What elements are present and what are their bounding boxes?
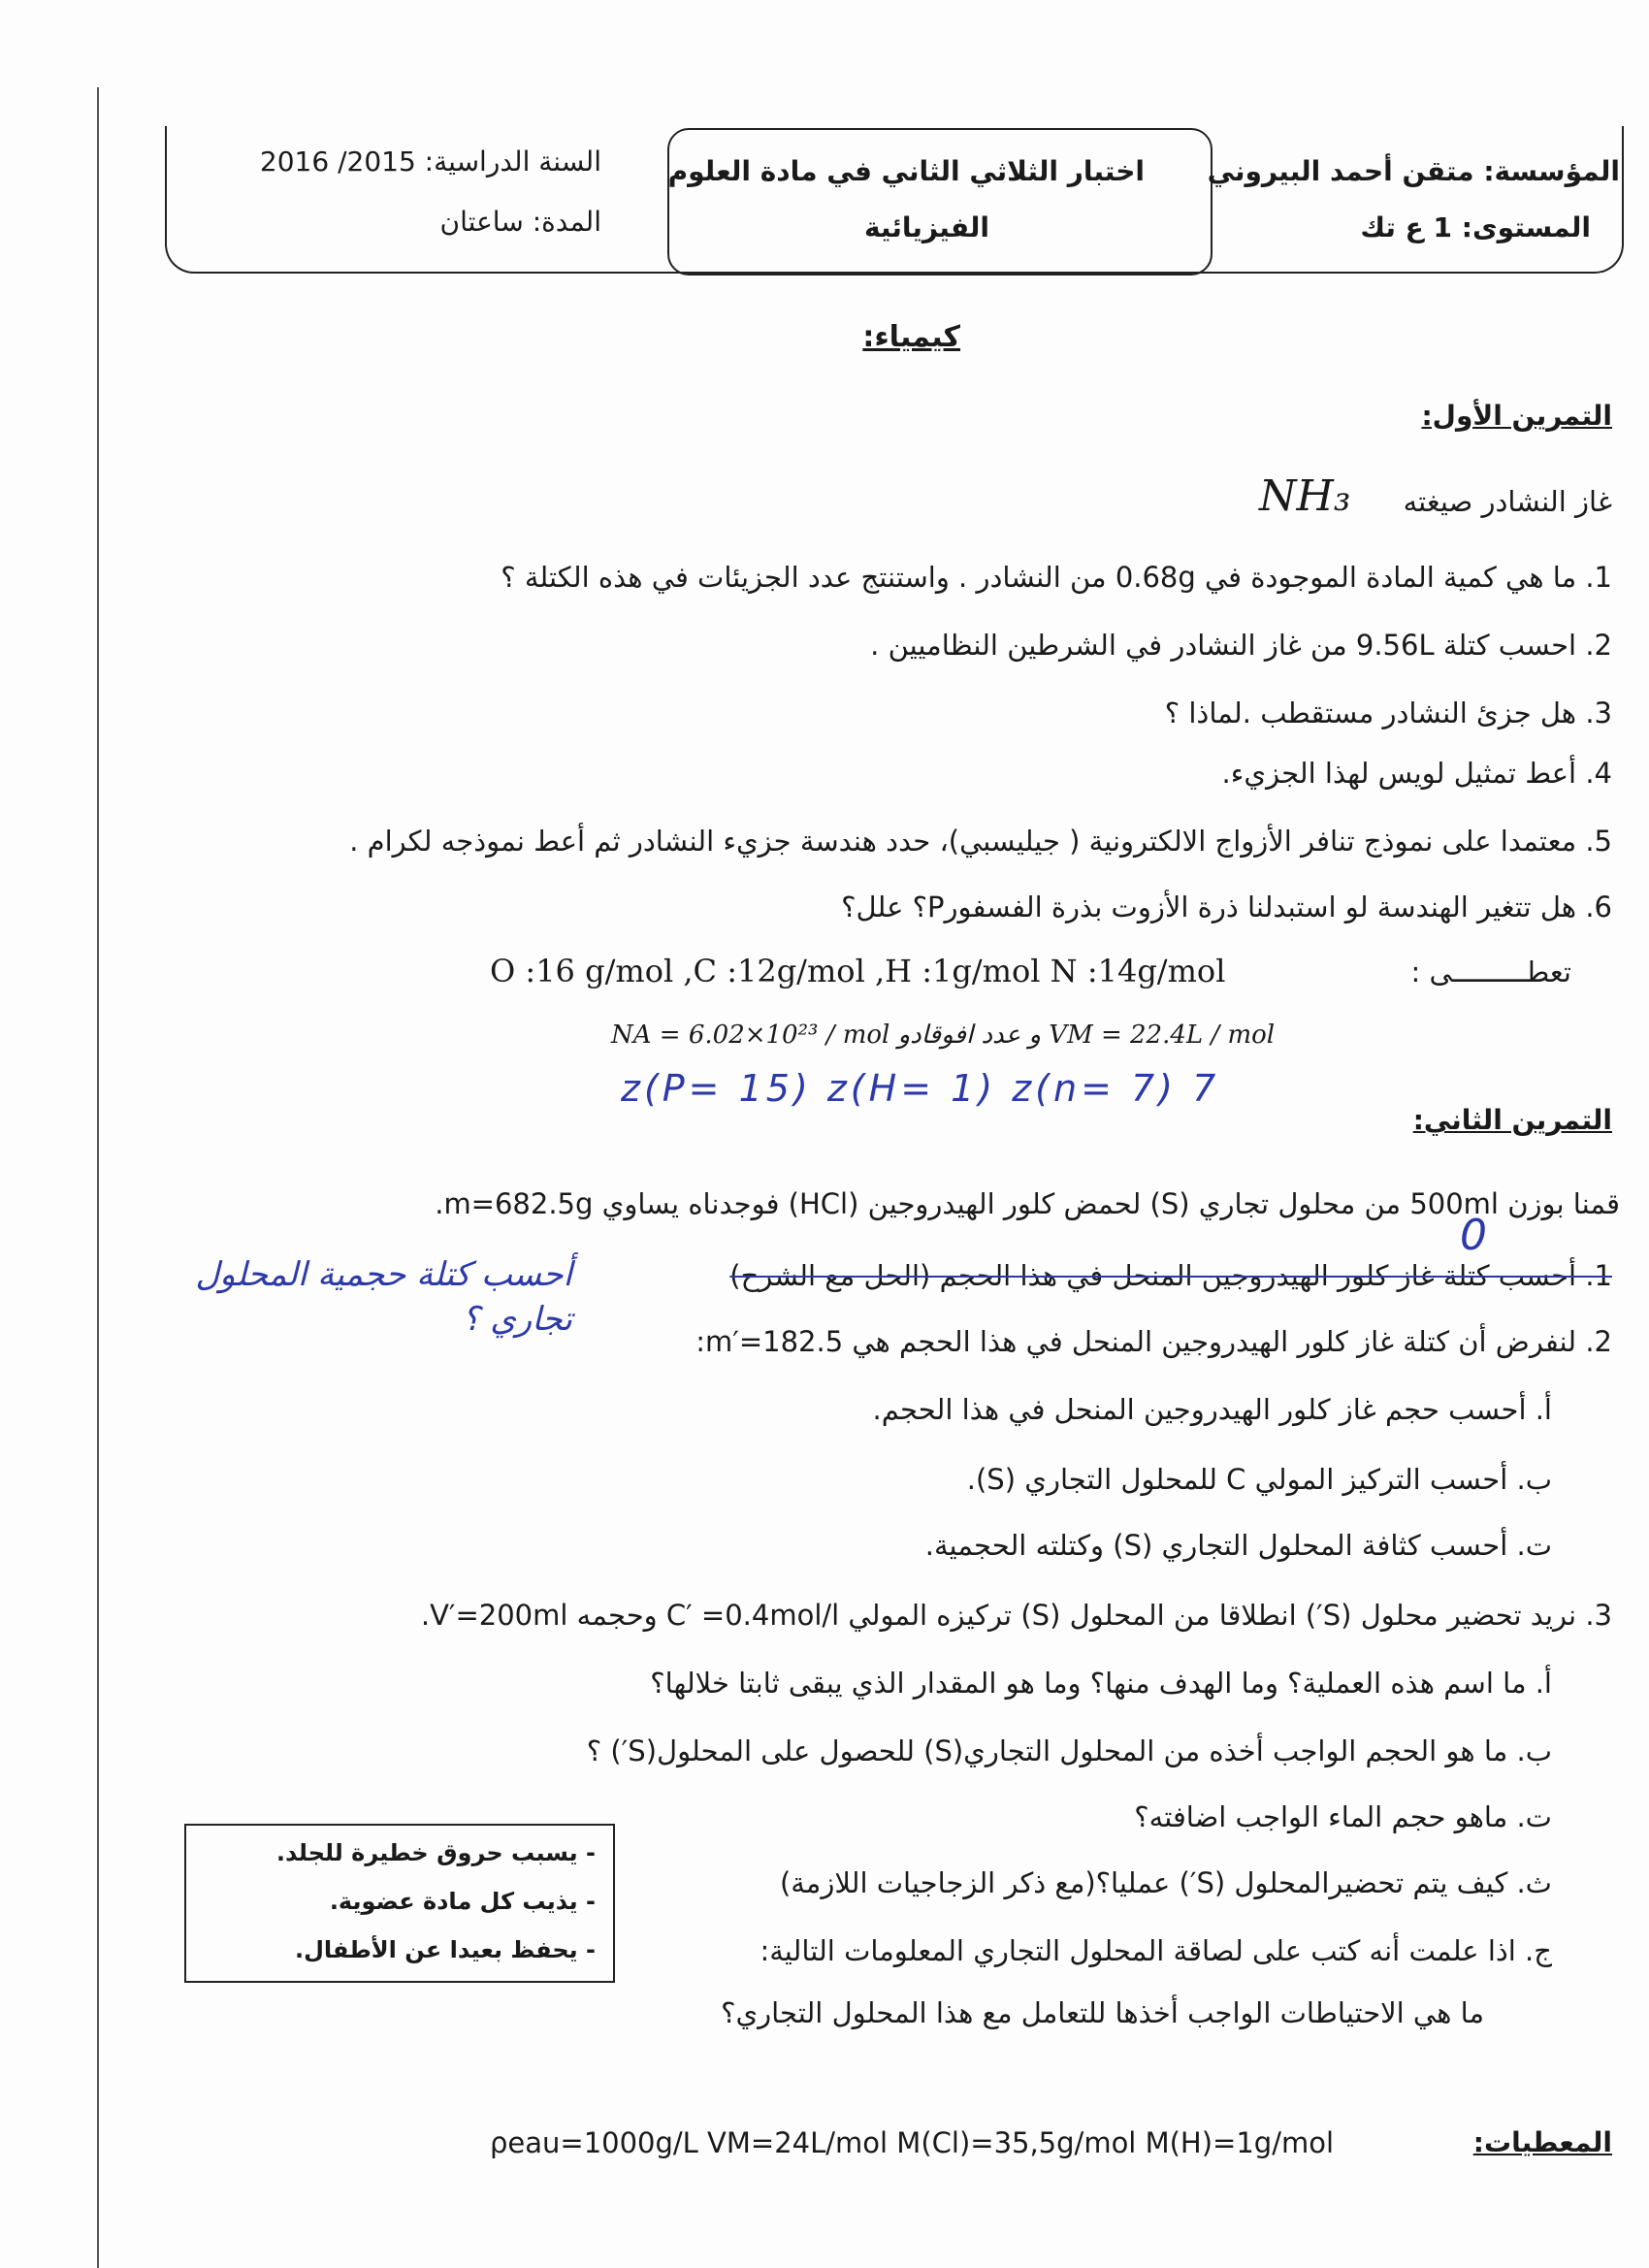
handwritten-correction: أحسب كتلة حجمية المحلول تجاري ؟ <box>195 1255 572 1339</box>
level: المستوى: 1 ع تك <box>1360 211 1591 243</box>
ex2-question-3e: ج. اذا علمت أنه كتب على لصاقة المحلول التجاري المعلومات التالية: <box>760 1934 1552 1967</box>
handwritten-atomic-numbers: z(P= 15) z(H= 1) z(n= 7) 7 <box>621 1067 1220 1110</box>
data-label: المعطيات: <box>1472 2126 1612 2158</box>
ex2-question-3a: أ. ما اسم هذه العملية؟ وما الهدف منها؟ وما هو المقدار الذي يبقى ثابتا خلالها؟ <box>650 1667 1552 1700</box>
ammonia-formula: NH₃ <box>1259 471 1351 521</box>
exam-title-box <box>667 128 1212 275</box>
ex1-question-1: 1. ما هي كمية المادة الموجودة في 0.68g من النشادر . واستنتج عدد الجزيئات في هذه الكتلة ؟ <box>501 561 1612 594</box>
exercise1-intro: غاز النشادر صيغته <box>1403 485 1612 518</box>
ex2-intro: قمنا بوزن 500ml من محلول تجاري (S) لحمض كلور الهيدروجين (HCl) فوجدناه يساوي m=682.5g. <box>435 1187 1620 1220</box>
institution: المؤسسة: متقن أحمد البيروني <box>1207 155 1620 187</box>
ex2-question-1: 1. أحسب كتلة غاز كلور الهيدروجين المنحل في هذا الحجم (الحل مع الشرح) <box>729 1259 1612 1292</box>
ex2-question-3b: ب. ما هو الحجم الواجب أخذه من المحلول التجاري(S) للحصول على المحلول(S′) ؟ <box>586 1734 1552 1767</box>
exam-title-line2: الفيزيائية <box>863 211 989 243</box>
given-constants: NA = 6.02×10²³ / mol و عدد افوقادو VM = 22.4L / mol <box>611 1021 1276 1050</box>
given-label: تعطـــــــــى : <box>1410 956 1571 988</box>
ex1-question-4: 4. أعط تمثيل لويس لهذا الجزيء. <box>1221 757 1612 790</box>
warning-2: - يذيب كل مادة عضوية. <box>329 1888 596 1915</box>
school-year: السنة الدراسية: 2015/ 2016 <box>259 146 601 178</box>
ex2-question-2: 2. لنفرض أن كتلة غاز كلور الهيدروجين المنحل في هذا الحجم هي m′=182.5: <box>695 1325 1612 1358</box>
exercise2-title: التمرين الثاني: <box>1412 1104 1612 1136</box>
exam-title-line1: اختبار الثلاثي الثاني في مادة العلوم <box>667 155 1145 187</box>
given-molar-masses: O :16 g/mol ,C :12g/mol ,H :1g/mol N :14g/mol <box>490 953 1226 989</box>
data-values: ρeau=1000g/L VM=24L/mol M(Cl)=35,5g/mol M(H)=1g/mol <box>490 2126 1335 2159</box>
ex2-question-3d: ث. كيف يتم تحضيرالمحلول (S′) عمليا؟(مع ذكر الزجاجيات اللازمة) <box>779 1866 1552 1899</box>
ex2-question-2b: ب. أحسب التركيز المولي C للمحلول التجاري (S). <box>966 1463 1552 1496</box>
warning-label-box <box>184 1824 615 1983</box>
ex2-question-2c: ت. أحسب كثافة المحلول التجاري (S) وكتلته الحجمية. <box>924 1529 1552 1562</box>
ex1-question-6: 6. هل تتغير الهندسة لو استبدلنا ذرة الأزوت بذرة الفسفورP؟ علل؟ <box>841 891 1612 923</box>
handwritten-zero-mark: 0 <box>1460 1211 1487 1260</box>
ex2-question-3e-followup: ما هي الاحتياطات الواجب أخذها للتعامل مع هذا المحلول التجاري؟ <box>721 1996 1484 2029</box>
ex2-question-2a: أ. أحسب حجم غاز كلور الهيدروجين المنحل في هذا الحجم. <box>872 1393 1552 1426</box>
section-title: كيمياء: <box>862 320 960 354</box>
ex1-question-2: 2. احسب كتلة 9.56L من غاز النشادر في الشرطين النظاميين . <box>870 629 1612 662</box>
ex2-question-3: 3. نريد تحضير محلول (S′) انطلاقا من المحلول (S) تركيزه المولي C′ =0.4mol/l وحجمه V′=200ml. <box>420 1599 1612 1632</box>
ex2-question-3c: ت. ماهو حجم الماء الواجب اضافته؟ <box>1134 1800 1552 1833</box>
duration: المدة: ساعتان <box>439 206 601 238</box>
exercise1-title: التمرين الأول: <box>1421 400 1612 432</box>
ex1-question-5: 5. معتمدا على نموذج تنافر الأزواج الالكترونية ( جيليسبي)، حدد هندسة جزيء النشادر ثم أعط نموذجه لكرام . <box>349 825 1612 858</box>
warning-1: - يسبب حروق خطيرة للجلد. <box>275 1839 596 1866</box>
warning-3: - يحفظ بعيدا عن الأطفال. <box>294 1936 596 1963</box>
ex1-question-3: 3. هل جزئ النشادر مستقطب .لماذا ؟ <box>1164 697 1612 729</box>
